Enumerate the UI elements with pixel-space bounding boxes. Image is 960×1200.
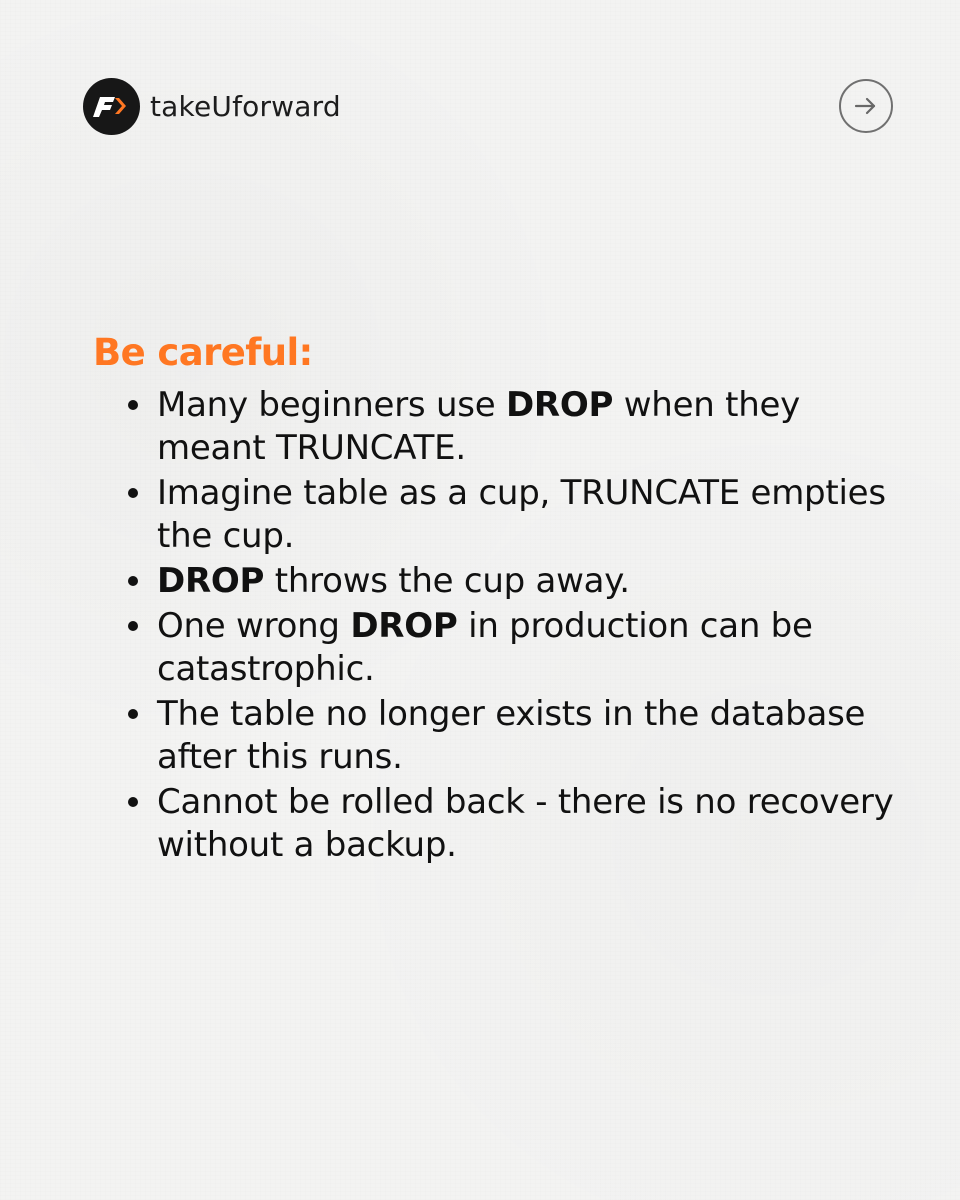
warning-list xyxy=(93,384,913,867)
bullet-strong-text: DROP xyxy=(505,384,614,425)
bullet-text: in production can be catastrophic. xyxy=(157,605,813,689)
brand-name: takeUforward xyxy=(150,90,341,123)
brand-logo xyxy=(83,77,341,135)
page-title: Be careful: xyxy=(93,331,313,374)
bullet-text: when they meant TRUNCATE. xyxy=(157,384,801,468)
bullet-text: Imagine table as a cup, TRUNCATE empties the cup. xyxy=(157,472,886,556)
list-item xyxy=(93,693,912,779)
takeuforward-logo-icon xyxy=(83,78,140,135)
bullet-icon xyxy=(128,400,138,410)
bullet-strong-text: DROP xyxy=(350,605,458,646)
bullet-strong-text: DROP xyxy=(157,560,265,601)
bullet-text: The table no longer exists in the database after this runs. xyxy=(157,693,866,777)
main-content xyxy=(93,333,913,869)
bullet-text: throws the cup away. xyxy=(264,560,630,601)
bullet-text: Many beginners use xyxy=(157,384,506,425)
next-button[interactable] xyxy=(839,79,893,133)
list-item xyxy=(93,560,912,603)
list-item xyxy=(93,781,912,867)
bullet-text: Cannot be rolled back - there is no recovery without a backup. xyxy=(157,781,894,865)
bullet-icon xyxy=(128,621,138,631)
list-item xyxy=(93,384,912,470)
bullet-icon xyxy=(128,488,138,498)
page-header xyxy=(83,77,893,137)
bullet-icon xyxy=(128,797,138,807)
bullet-text: One wrong xyxy=(157,605,351,646)
arrow-right-icon xyxy=(852,94,880,118)
list-item xyxy=(93,605,912,691)
bullet-icon xyxy=(128,576,138,586)
list-item xyxy=(93,472,912,558)
bullet-icon xyxy=(128,709,138,719)
